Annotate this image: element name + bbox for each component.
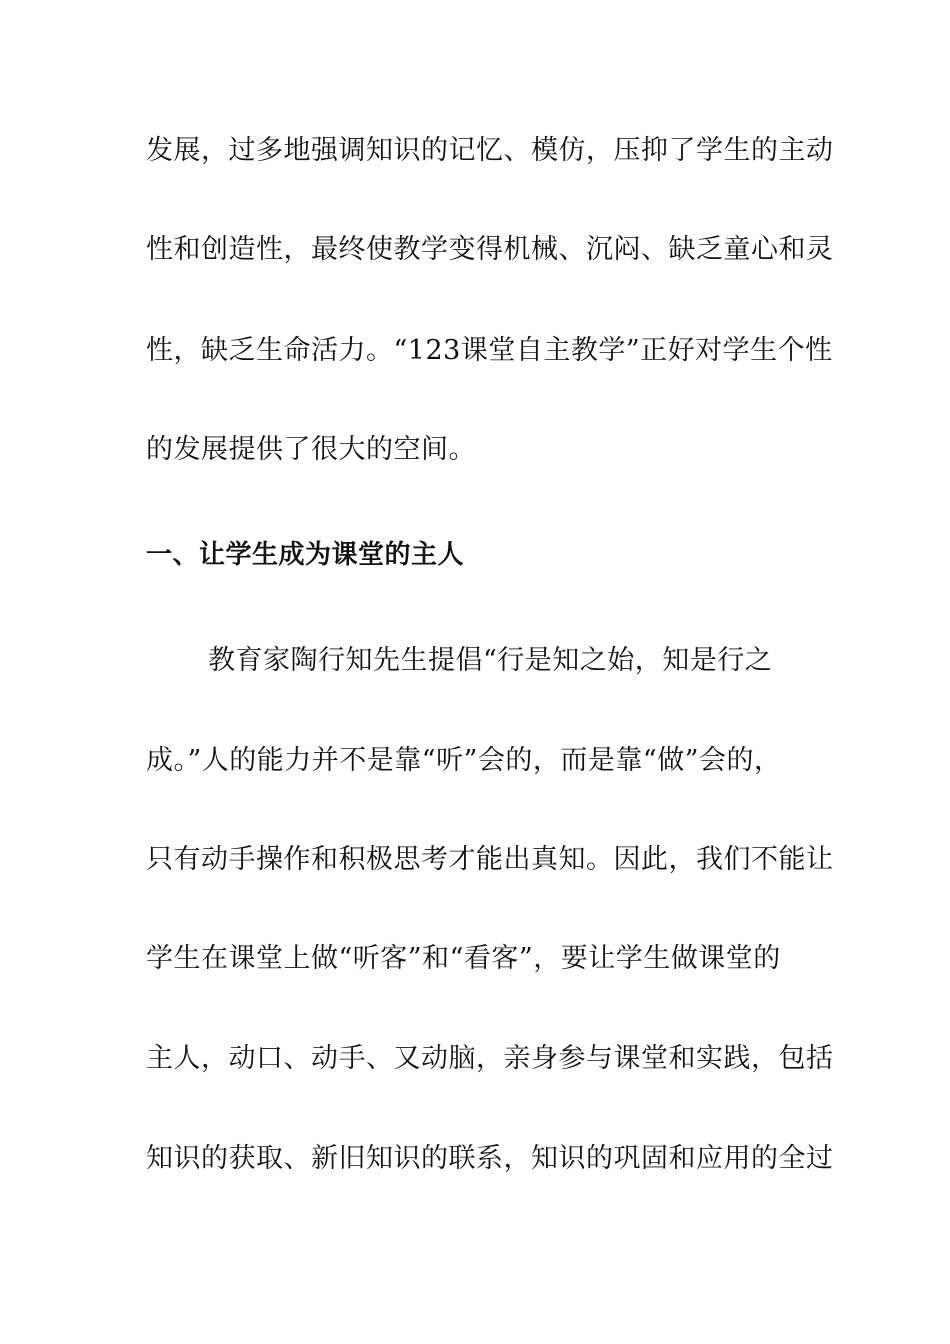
paragraph-line: 主人，动口、动手、又动脑，亲身参与课堂和实践，包括 bbox=[146, 1043, 834, 1074]
paragraph-line: 发展，过多地强调知识的记忆、模仿，压抑了学生的主动 bbox=[146, 135, 834, 166]
paragraph-line: 只有动手操作和积极思考才能出真知。因此，我们不能让 bbox=[146, 844, 834, 875]
paragraph-line: 的发展提供了很大的空间。 bbox=[146, 434, 476, 465]
paragraph-line: 学生在课堂上做“听客”和“看客”，要让学生做课堂的 bbox=[146, 943, 781, 974]
paragraph-line: 性，缺乏生命活力。“123课堂自主教学”正好对学生个性 bbox=[146, 335, 833, 366]
paragraph-line: 性和创造性，最终使教学变得机械、沉闷、缺乏童心和灵 bbox=[146, 234, 834, 265]
paragraph-line: 教育家陶行知先生提倡“行是知之始，知是行之 bbox=[208, 645, 773, 676]
paragraph-line: 知识的获取、新旧知识的联系，知识的巩固和应用的全过 bbox=[146, 1143, 834, 1174]
section-heading: 一、让学生成为课堂的主人 bbox=[146, 540, 465, 570]
paragraph-line: 成。”人的能力并不是靠“听”会的，而是靠“做”会的， bbox=[146, 745, 782, 776]
